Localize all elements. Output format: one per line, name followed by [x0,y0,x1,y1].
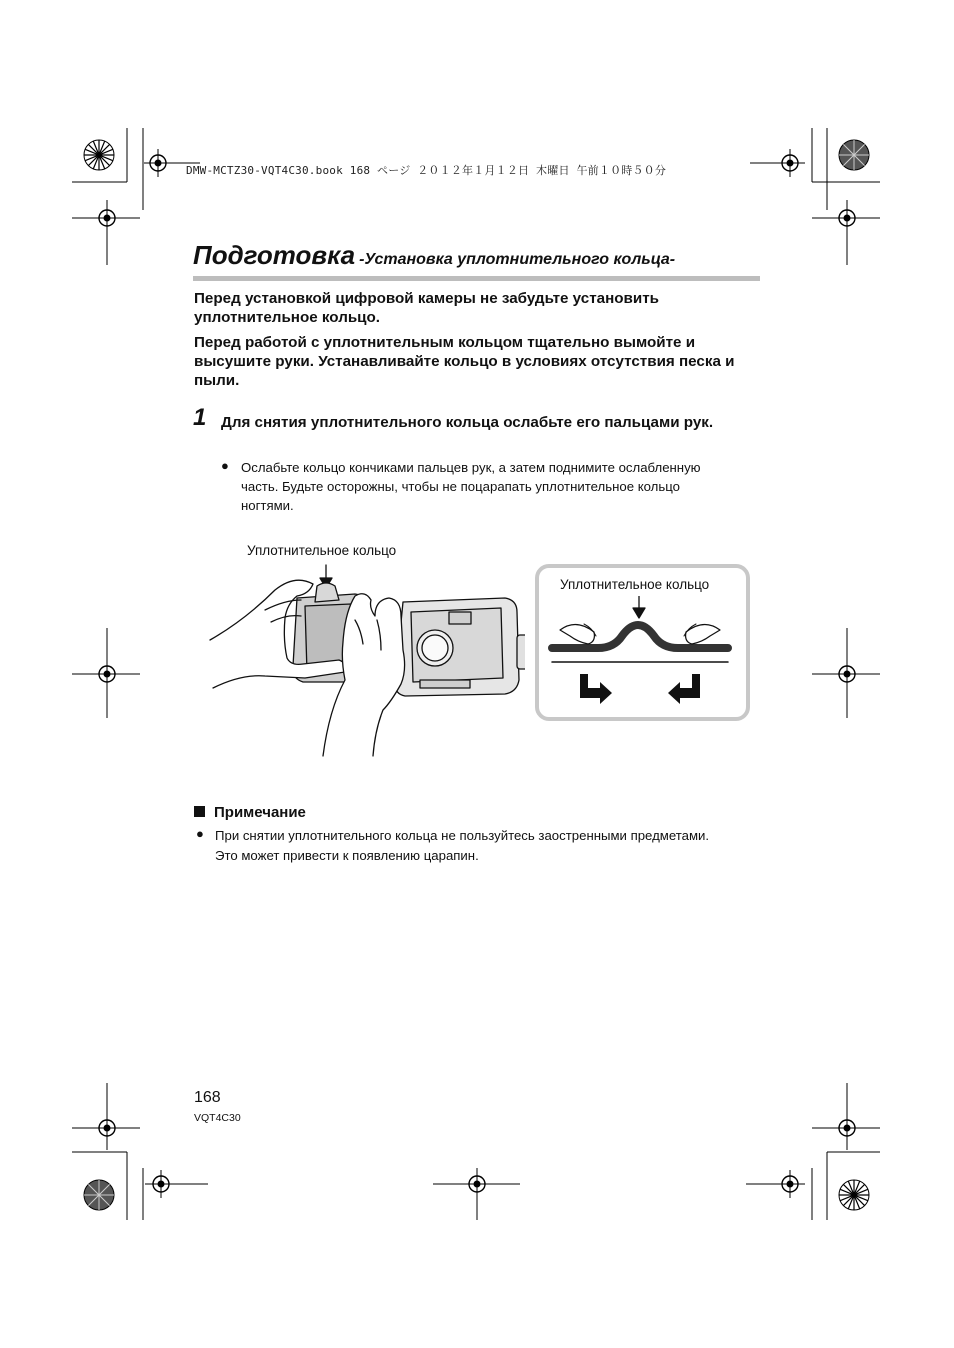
print-file-header: DMW-MCTZ30-VQT4C30.book 168 ページ ２０１２年１月１２日 木曜日 午前１０時５０分 [186,164,667,177]
note-heading-label: Примечание [214,804,306,821]
title-subtitle: -Установка уплотнительного кольца- [359,251,676,268]
title-rule [193,276,760,281]
page-code: VQT4C30 [194,1112,241,1124]
housing-illustration [205,560,525,760]
note-square-icon [194,806,205,817]
ring-detail-diagram [548,596,732,706]
note-heading [194,804,306,821]
bullet-icon: ● [196,826,204,841]
step-number: 1 [193,404,207,431]
step-heading: Для снятия уплотнительного кольца ослабьте его пальцами рук. [221,414,714,431]
intro-paragraph-2: Перед работой с уплотнительным кольцом тщательно вымойте и высушите руки. Устанавливайте кольцо в условиях отсутствия песка и пыли. [194,334,735,389]
page-number: 168 [194,1089,221,1106]
illustration-label-right: Уплотнительное кольцо [560,577,710,592]
bullet-icon: ● [221,458,229,473]
title-main: Подготовка [193,240,356,270]
note-text: При снятии уплотнительного кольца не пользуйтесь заостренными предметами. Это может привести к появлению царапин. [215,828,710,863]
page-title [193,240,675,271]
illustration-label-left: Уплотнительное кольцо [247,543,397,558]
step-bullet-text: Ослабьте кольцо кончиками пальцев рук, а затем поднимите ослабленную часть. Будьте осторожны, чтобы не поцарапать уплотнительное кольцо ногтями. [241,460,701,513]
intro-paragraph-1: Перед установкой цифровой камеры не забудьте установить уплотнительное кольцо. [194,290,659,326]
